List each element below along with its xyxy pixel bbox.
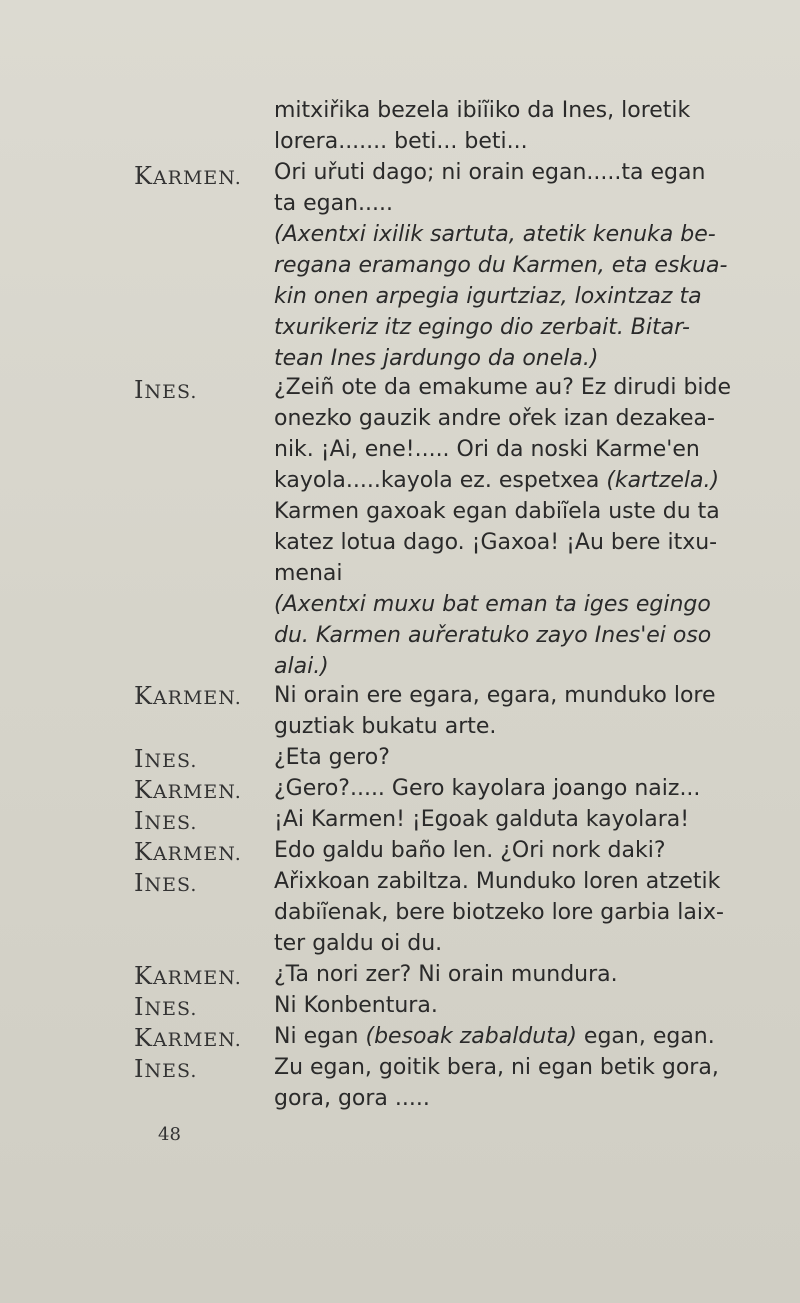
stage-direction-line: kin onen arpegia igurtziaz, loxintzaz ta	[274, 284, 702, 309]
stage-direction-line: (Axentxi ixilik sartuta, atetik kenuka be-	[274, 222, 716, 247]
stage-direction-line: txurikeriz itz egingo dio zerbait. Bitar-	[274, 315, 690, 340]
text-line: Ni orain ere egara, egara, munduko lore	[274, 683, 716, 708]
text-line: gora, gora .....	[274, 1086, 430, 1111]
speaker-karmen: KARMEN.	[134, 162, 242, 190]
text-line: menai	[274, 561, 343, 586]
speaker-ines: INES.	[134, 745, 198, 773]
speaker-ines: INES.	[134, 1055, 198, 1083]
text-line: ¡Ai Karmen! ¡Egoak galduta kayolara!	[274, 807, 690, 832]
page-number: 48	[158, 1124, 181, 1145]
text-line: Ni egan (besoak zabalduta) egan, egan.	[274, 1024, 715, 1049]
text-line: ¿Ta nori zer? Ni orain mundura.	[274, 962, 618, 987]
text-line: Karmen gaxoak egan dabiĩela uste du ta	[274, 499, 720, 524]
text-line: Zu egan, goitik bera, ni egan betik gora,	[274, 1055, 719, 1080]
text-line: katez lotua dago. ¡Gaxoa! ¡Au bere itxu-	[274, 530, 718, 555]
stage-direction-line: regana eramango du Karmen, eta eskua-	[274, 253, 728, 278]
speaker-ines: INES.	[134, 807, 198, 835]
text-line: mitxiřika bezela ibiĩiko da Ines, loretik	[274, 98, 691, 123]
stage-direction-line: tean Ines jardungo da onela.)	[274, 346, 599, 371]
text-line: nik. ¡Ai, ene!..... Ori da noski Karme'en	[274, 437, 700, 462]
stage-direction-line: (Axentxi muxu bat eman ta iges egingo	[274, 592, 711, 617]
text-line: ta egan.....	[274, 191, 393, 216]
text-line: kayola.....kayola ez. espetxea (kartzela.)	[274, 468, 720, 493]
text-line: lorera....... beti... beti...	[274, 129, 528, 154]
stage-direction-line: alai.)	[274, 654, 329, 679]
speaker-karmen: KARMEN.	[134, 962, 242, 990]
speaker-karmen: KARMEN.	[134, 682, 242, 710]
speaker-karmen: KARMEN.	[134, 838, 242, 866]
text-line: dabiĩenak, bere biotzeko lore garbia laix-	[274, 900, 724, 925]
text-line: guztiak bukatu arte.	[274, 714, 497, 739]
speaker-karmen: KARMEN.	[134, 1024, 242, 1052]
text-line: ¿Eta gero?	[274, 745, 390, 770]
stage-direction-inline: (besoak zabalduta)	[365, 1024, 577, 1049]
text-line: ¿Gero?..... Gero kayolara joango naiz...	[274, 776, 701, 801]
text-line: Ori uřuti dago; ni orain egan.....ta egan	[274, 160, 706, 185]
speaker-karmen: KARMEN.	[134, 776, 242, 804]
stage-direction-line: du. Karmen auřeratuko zayo Ines'ei oso	[274, 623, 712, 648]
text-line: Edo galdu baño len. ¿Ori nork daki?	[274, 838, 666, 863]
speaker-ines: INES.	[134, 376, 198, 404]
text-line: Ařixkoan zabiltza. Munduko loren atzetik	[274, 869, 721, 894]
text-line: ter galdu oi du.	[274, 931, 443, 956]
speaker-ines: INES.	[134, 993, 198, 1021]
text-line: Ni Konbentura.	[274, 993, 438, 1018]
text-line: onezko gauzik andre ořek izan dezakea-	[274, 406, 715, 431]
stage-direction-inline: (kartzela.)	[606, 468, 720, 493]
text-line: ¿Zeiñ ote da emakume au? Ez dirudi bide	[274, 375, 732, 400]
speaker-ines: INES.	[134, 869, 198, 897]
